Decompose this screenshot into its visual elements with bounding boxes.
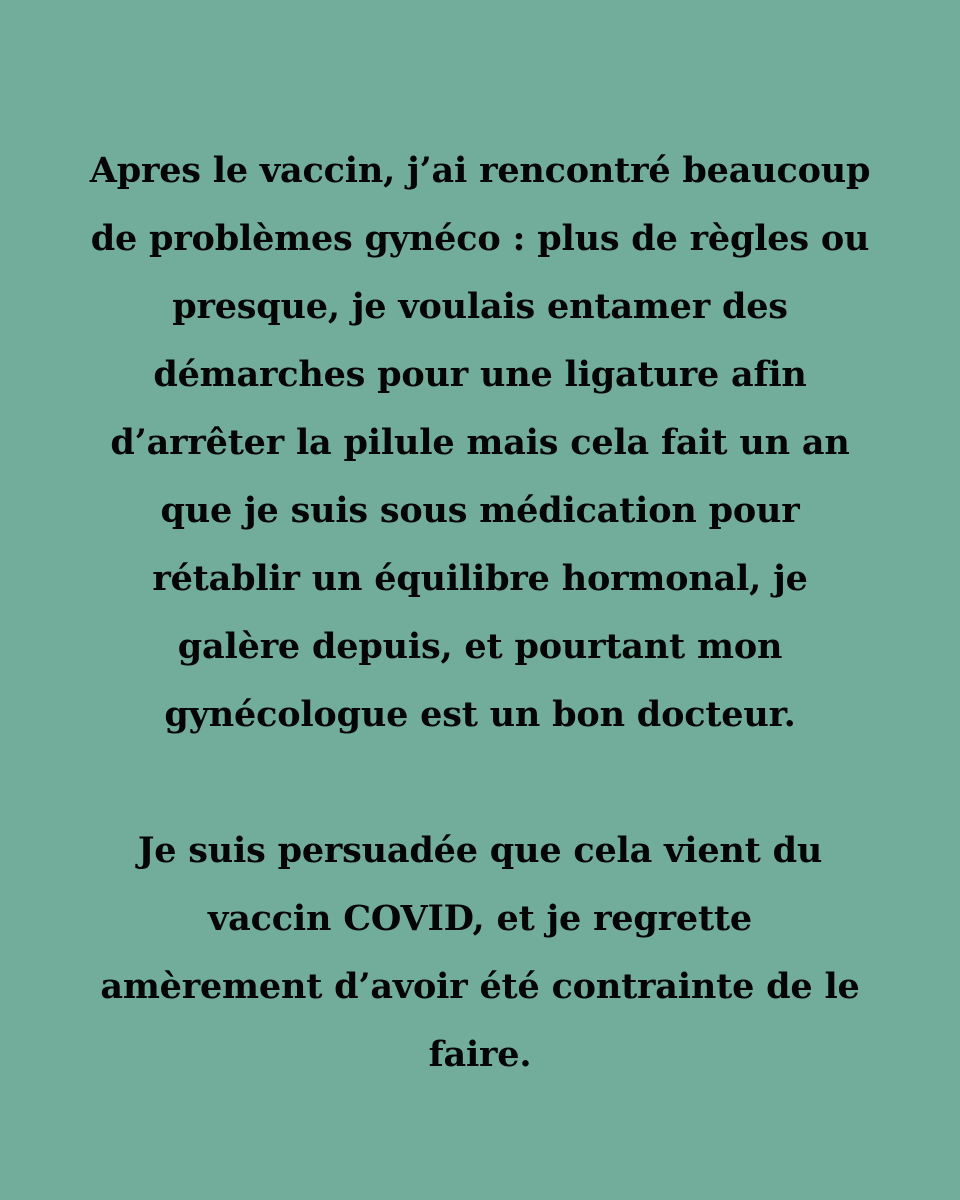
quote-paragraph-1	[0, 137, 960, 749]
quote-line: galère depuis, et pourtant mon	[177, 626, 783, 667]
quote-line: Je suis persuadée que cela vient du	[137, 830, 823, 871]
quote-line: d’arrêter la pilule mais cela fait un an	[110, 422, 850, 463]
quote-line: Apres le vaccin, j’ai rencontré beaucoup	[89, 150, 871, 191]
quote-line: que je suis sous médication pour	[160, 490, 800, 531]
testimonial-quote	[0, 137, 960, 1089]
quote-line: de problèmes gynéco : plus de règles ou	[90, 218, 870, 259]
quote-paragraph-2	[0, 817, 960, 1089]
quote-line: gynécologue est un bon docteur.	[164, 694, 796, 735]
quote-line: démarches pour une ligature afin	[153, 354, 807, 395]
quote-line: faire.	[428, 1034, 532, 1075]
quote-line: vaccin COVID, et je regrette	[208, 898, 752, 939]
quote-line: amèrement d’avoir été contrainte de le	[100, 966, 860, 1007]
quote-line: presque, je voulais entamer des	[172, 286, 788, 327]
quote-line: rétablir un équilibre hormonal, je	[152, 558, 808, 599]
